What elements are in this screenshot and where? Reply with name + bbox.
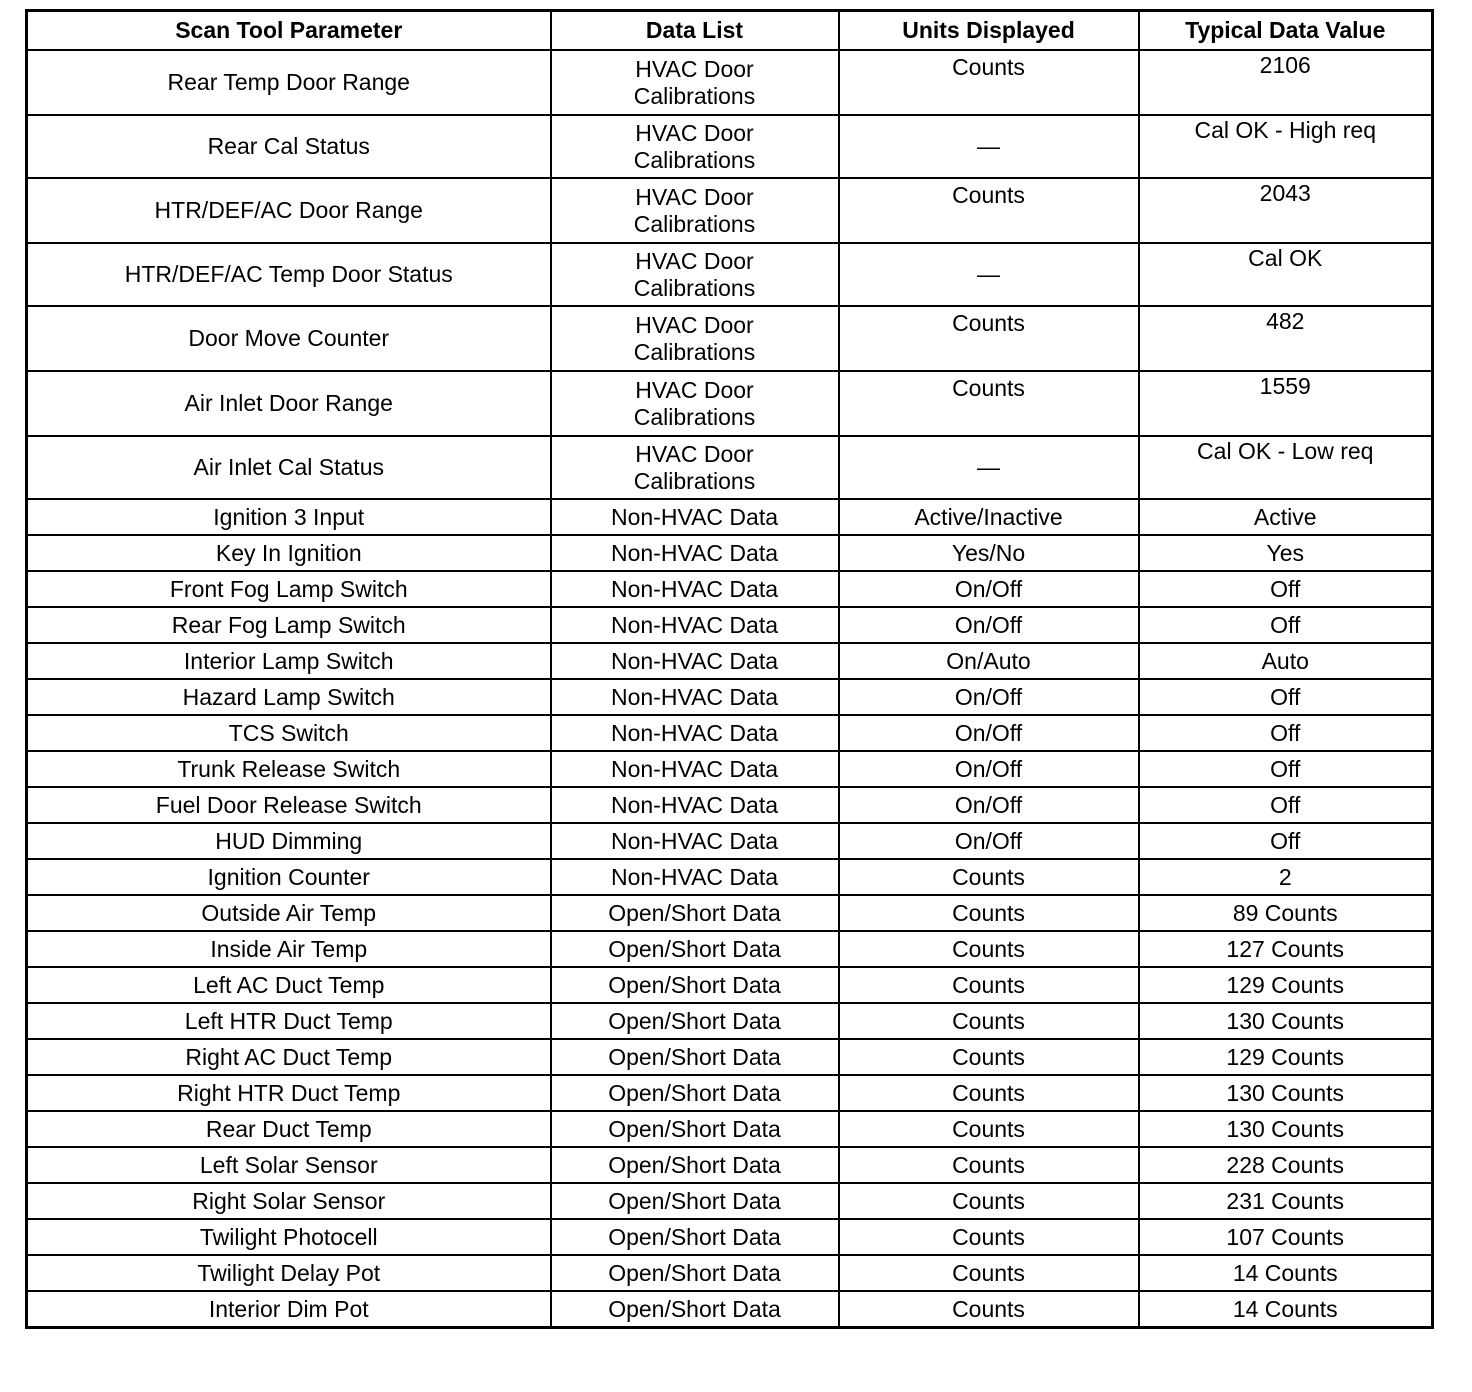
table-row [27, 1255, 1433, 1291]
table-row [27, 715, 1433, 751]
cell-typical-data-value: 130 Counts [1139, 1075, 1433, 1111]
cell-units-displayed: Counts [839, 178, 1139, 243]
cell-scan-tool-parameter: Interior Dim Pot [27, 1291, 551, 1328]
table-row [27, 1147, 1433, 1183]
data-list-line: Non-HVAC Data [610, 647, 779, 674]
header-row [27, 11, 1433, 51]
cell-typical-data-value: Cal OK [1139, 243, 1433, 306]
cell-typical-data-value: 2 [1139, 859, 1433, 895]
data-list-line: Open/Short Data [608, 1223, 781, 1250]
cell-scan-tool-parameter: Right Solar Sensor [27, 1183, 551, 1219]
data-list-line: Open/Short Data [608, 1007, 781, 1034]
cell-data-list [551, 967, 839, 1003]
cell-typical-data-value: 14 Counts [1139, 1255, 1433, 1291]
cell-data-list [551, 1039, 839, 1075]
cell-units-displayed: Counts [839, 1255, 1139, 1291]
data-list-line: Non-HVAC Data [610, 683, 779, 710]
cell-typical-data-value: 130 Counts [1139, 1111, 1433, 1147]
cell-units-displayed: Counts [839, 306, 1139, 371]
cell-data-list [551, 1111, 839, 1147]
data-list-line: Open/Short Data [608, 1043, 781, 1070]
header-typical-data-value: Typical Data Value [1139, 11, 1433, 51]
cell-scan-tool-parameter: Left HTR Duct Temp [27, 1003, 551, 1039]
table-row [27, 1039, 1433, 1075]
cell-units-displayed: On/Off [839, 751, 1139, 787]
cell-scan-tool-parameter: Fuel Door Release Switch [27, 787, 551, 823]
cell-typical-data-value: Off [1139, 571, 1433, 607]
cell-typical-data-value: Off [1139, 679, 1433, 715]
cell-typical-data-value: 2106 [1139, 50, 1433, 115]
cell-scan-tool-parameter: Ignition Counter [27, 859, 551, 895]
cell-data-list [551, 178, 839, 243]
data-list-line: Open/Short Data [608, 935, 781, 962]
cell-data-list [551, 535, 839, 571]
cell-scan-tool-parameter: Trunk Release Switch [27, 751, 551, 787]
cell-units-displayed: — [839, 115, 1139, 178]
data-list-line: HVAC Door [635, 247, 754, 274]
table-body [27, 50, 1433, 1328]
header-data-list: Data List [551, 11, 839, 51]
table-row [27, 895, 1433, 931]
table-row [27, 751, 1433, 787]
table-row [27, 859, 1433, 895]
cell-typical-data-value: Off [1139, 607, 1433, 643]
data-list-line: HVAC Door [635, 440, 754, 467]
table-row [27, 967, 1433, 1003]
cell-scan-tool-parameter: Inside Air Temp [27, 931, 551, 967]
cell-typical-data-value: 130 Counts [1139, 1003, 1433, 1039]
cell-typical-data-value: 2043 [1139, 178, 1433, 243]
cell-scan-tool-parameter: Right AC Duct Temp [27, 1039, 551, 1075]
table-row [27, 1111, 1433, 1147]
data-list-line: Non-HVAC Data [610, 863, 779, 890]
data-list-line: Non-HVAC Data [610, 611, 779, 638]
table-row [27, 436, 1433, 499]
cell-scan-tool-parameter: HUD Dimming [27, 823, 551, 859]
cell-typical-data-value: Cal OK - Low req [1139, 436, 1433, 499]
cell-scan-tool-parameter: Outside Air Temp [27, 895, 551, 931]
cell-data-list [551, 306, 839, 371]
cell-data-list [551, 787, 839, 823]
cell-units-displayed: On/Off [839, 823, 1139, 859]
data-list-line: Open/Short Data [608, 1295, 781, 1322]
cell-units-displayed: Yes/No [839, 535, 1139, 571]
data-list-line: Open/Short Data [608, 1115, 781, 1142]
cell-units-displayed: Counts [839, 1219, 1139, 1255]
table-row [27, 306, 1433, 371]
table-row [27, 371, 1433, 436]
cell-scan-tool-parameter: Air Inlet Cal Status [27, 436, 551, 499]
cell-scan-tool-parameter: Front Fog Lamp Switch [27, 571, 551, 607]
cell-units-displayed: On/Off [839, 679, 1139, 715]
cell-units-displayed: Counts [839, 895, 1139, 931]
cell-scan-tool-parameter: Key In Ignition [27, 535, 551, 571]
cell-scan-tool-parameter: HTR/DEF/AC Temp Door Status [27, 243, 551, 306]
cell-typical-data-value: 89 Counts [1139, 895, 1433, 931]
cell-units-displayed: On/Auto [839, 643, 1139, 679]
data-list-line: Calibrations [633, 146, 756, 173]
table-row [27, 243, 1433, 306]
cell-data-list [551, 50, 839, 115]
header-units-displayed: Units Displayed [839, 11, 1139, 51]
table-row [27, 787, 1433, 823]
data-list-line: HVAC Door [635, 119, 754, 146]
cell-typical-data-value: Off [1139, 715, 1433, 751]
data-list-line: Non-HVAC Data [610, 575, 779, 602]
data-list-line: Calibrations [633, 338, 756, 365]
table-row [27, 178, 1433, 243]
table-row [27, 823, 1433, 859]
cell-data-list [551, 243, 839, 306]
data-list-line: Open/Short Data [608, 971, 781, 998]
data-list-line: HVAC Door [635, 311, 754, 338]
cell-data-list [551, 607, 839, 643]
cell-scan-tool-parameter: Hazard Lamp Switch [27, 679, 551, 715]
cell-data-list [551, 1075, 839, 1111]
data-list-line: HVAC Door [635, 183, 754, 210]
cell-units-displayed: Counts [839, 371, 1139, 436]
cell-units-displayed: On/Off [839, 607, 1139, 643]
cell-data-list [551, 715, 839, 751]
cell-units-displayed: Counts [839, 1039, 1139, 1075]
table-row [27, 1291, 1433, 1328]
data-list-line: Calibrations [633, 82, 756, 109]
cell-data-list [551, 1003, 839, 1039]
table-row [27, 1219, 1433, 1255]
data-list-line: Open/Short Data [608, 1079, 781, 1106]
cell-data-list [551, 751, 839, 787]
data-list-line: Calibrations [633, 210, 756, 237]
header-scan-tool-parameter: Scan Tool Parameter [27, 11, 551, 51]
cell-typical-data-value: Off [1139, 751, 1433, 787]
cell-data-list [551, 1219, 839, 1255]
data-list-line: Calibrations [633, 274, 756, 301]
cell-scan-tool-parameter: Interior Lamp Switch [27, 643, 551, 679]
data-list-line: Open/Short Data [608, 1151, 781, 1178]
cell-scan-tool-parameter: Ignition 3 Input [27, 499, 551, 535]
cell-units-displayed: Counts [839, 1183, 1139, 1219]
cell-typical-data-value: 228 Counts [1139, 1147, 1433, 1183]
cell-data-list [551, 823, 839, 859]
cell-typical-data-value: 1559 [1139, 371, 1433, 436]
data-list-line: Non-HVAC Data [610, 755, 779, 782]
data-list-line: Non-HVAC Data [610, 827, 779, 854]
cell-data-list [551, 436, 839, 499]
data-list-line: Non-HVAC Data [610, 503, 779, 530]
data-list-line: HVAC Door [635, 55, 754, 82]
cell-data-list [551, 895, 839, 931]
cell-data-list [551, 679, 839, 715]
cell-data-list [551, 643, 839, 679]
cell-scan-tool-parameter: TCS Switch [27, 715, 551, 751]
data-list-line: Open/Short Data [608, 899, 781, 926]
cell-scan-tool-parameter: HTR/DEF/AC Door Range [27, 178, 551, 243]
cell-units-displayed: Counts [839, 1111, 1139, 1147]
cell-typical-data-value: 14 Counts [1139, 1291, 1433, 1328]
cell-data-list [551, 1291, 839, 1328]
cell-data-list [551, 1255, 839, 1291]
data-list-line: Non-HVAC Data [610, 791, 779, 818]
table-row [27, 115, 1433, 178]
cell-units-displayed: Counts [839, 50, 1139, 115]
cell-scan-tool-parameter: Rear Temp Door Range [27, 50, 551, 115]
cell-typical-data-value: 129 Counts [1139, 967, 1433, 1003]
cell-data-list [551, 115, 839, 178]
cell-scan-tool-parameter: Left AC Duct Temp [27, 967, 551, 1003]
cell-data-list [551, 931, 839, 967]
table-row [27, 571, 1433, 607]
cell-scan-tool-parameter: Rear Cal Status [27, 115, 551, 178]
cell-typical-data-value: Off [1139, 787, 1433, 823]
cell-scan-tool-parameter: Rear Duct Temp [27, 1111, 551, 1147]
table-row [27, 931, 1433, 967]
cell-units-displayed: Counts [839, 1291, 1139, 1328]
table-row [27, 1183, 1433, 1219]
table-row [27, 50, 1433, 115]
scan-tool-data-table [25, 9, 1434, 1329]
cell-units-displayed: Counts [839, 1075, 1139, 1111]
cell-typical-data-value: Off [1139, 823, 1433, 859]
cell-units-displayed: — [839, 436, 1139, 499]
cell-data-list [551, 371, 839, 436]
cell-data-list [551, 1183, 839, 1219]
cell-scan-tool-parameter: Rear Fog Lamp Switch [27, 607, 551, 643]
cell-scan-tool-parameter: Door Move Counter [27, 306, 551, 371]
cell-data-list [551, 571, 839, 607]
cell-units-displayed: — [839, 243, 1139, 306]
data-list-line: Calibrations [633, 467, 756, 494]
cell-units-displayed: Active/Inactive [839, 499, 1139, 535]
cell-typical-data-value: Cal OK - High req [1139, 115, 1433, 178]
data-list-line: HVAC Door [635, 376, 754, 403]
cell-units-displayed: Counts [839, 1147, 1139, 1183]
data-list-line: Non-HVAC Data [610, 539, 779, 566]
cell-units-displayed: On/Off [839, 787, 1139, 823]
table-row [27, 535, 1433, 571]
cell-units-displayed: Counts [839, 859, 1139, 895]
cell-typical-data-value: 129 Counts [1139, 1039, 1433, 1075]
cell-typical-data-value: 482 [1139, 306, 1433, 371]
cell-typical-data-value: Yes [1139, 535, 1433, 571]
cell-data-list [551, 1147, 839, 1183]
table-row [27, 643, 1433, 679]
table-row [27, 679, 1433, 715]
data-list-line: Open/Short Data [608, 1187, 781, 1214]
cell-scan-tool-parameter: Right HTR Duct Temp [27, 1075, 551, 1111]
data-list-line: Open/Short Data [608, 1259, 781, 1286]
cell-scan-tool-parameter: Twilight Delay Pot [27, 1255, 551, 1291]
cell-units-displayed: Counts [839, 931, 1139, 967]
cell-units-displayed: Counts [839, 1003, 1139, 1039]
cell-scan-tool-parameter: Left Solar Sensor [27, 1147, 551, 1183]
data-list-line: Calibrations [633, 403, 756, 430]
cell-data-list [551, 499, 839, 535]
cell-typical-data-value: 127 Counts [1139, 931, 1433, 967]
cell-typical-data-value: Auto [1139, 643, 1433, 679]
cell-typical-data-value: Active [1139, 499, 1433, 535]
table-row [27, 1075, 1433, 1111]
cell-scan-tool-parameter: Twilight Photocell [27, 1219, 551, 1255]
table-row [27, 607, 1433, 643]
cell-units-displayed: On/Off [839, 571, 1139, 607]
table-row [27, 499, 1433, 535]
cell-typical-data-value: 107 Counts [1139, 1219, 1433, 1255]
cell-units-displayed: On/Off [839, 715, 1139, 751]
cell-units-displayed: Counts [839, 967, 1139, 1003]
cell-scan-tool-parameter: Air Inlet Door Range [27, 371, 551, 436]
cell-data-list [551, 859, 839, 895]
data-list-line: Non-HVAC Data [610, 719, 779, 746]
cell-typical-data-value: 231 Counts [1139, 1183, 1433, 1219]
table-row [27, 1003, 1433, 1039]
